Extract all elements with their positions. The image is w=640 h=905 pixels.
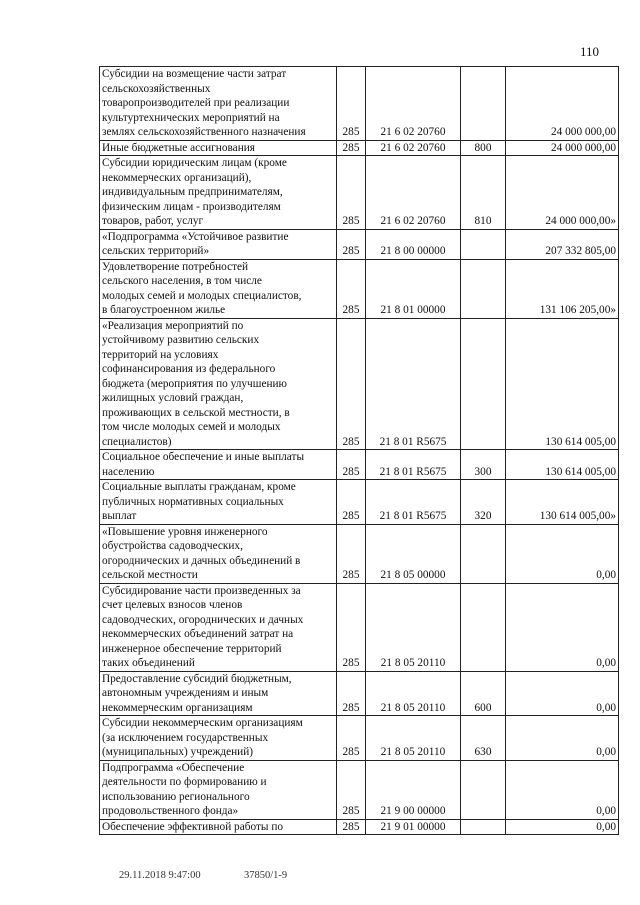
table-row bbox=[100, 716, 619, 761]
row-grbs-cell: 285 bbox=[337, 583, 366, 671]
row-amount-cell: 130 614 005,00 bbox=[506, 318, 619, 450]
row-amount-cell: 131 106 205,00» bbox=[506, 259, 619, 318]
budget-table-body bbox=[100, 67, 619, 835]
row-expense-type-cell bbox=[461, 318, 506, 450]
row-amount-cell: 0,00 bbox=[506, 819, 619, 835]
row-amount-cell: 24 000 000,00» bbox=[506, 156, 619, 230]
row-name-cell: Обеспечение эффективной работы по bbox=[100, 819, 337, 835]
row-target-article-cell: 21 8 05 00000 bbox=[366, 524, 461, 583]
row-expense-type-cell bbox=[461, 259, 506, 318]
row-amount-cell: 207 332 805,00 bbox=[506, 229, 619, 259]
row-amount-cell: 0,00 bbox=[506, 716, 619, 761]
row-target-article-cell: 21 8 01 00000 bbox=[366, 259, 461, 318]
row-expense-type-cell: 320 bbox=[461, 480, 506, 525]
row-target-article-cell: 21 6 02 20760 bbox=[366, 140, 461, 156]
row-target-article-cell: 21 9 00 00000 bbox=[366, 760, 461, 819]
table-row bbox=[100, 583, 619, 671]
footer-timestamp: 29.11.2018 9:47:00 bbox=[119, 870, 201, 881]
row-target-article-cell: 21 8 01 R5675 bbox=[366, 450, 461, 480]
row-target-article-cell: 21 9 01 00000 bbox=[366, 819, 461, 835]
row-grbs-cell: 285 bbox=[337, 480, 366, 525]
row-name-cell: «Реализация мероприятий по устойчивому развитию сельских территорий на условиях софинансирования из федерального бюджета (мероприятия по улучшению жилищных условий граждан, проживающих в сельской местности, в том числе молодых семей и молодых специалистов) bbox=[100, 318, 337, 450]
row-expense-type-cell: 630 bbox=[461, 716, 506, 761]
row-amount-cell: 0,00 bbox=[506, 760, 619, 819]
table-row bbox=[100, 67, 619, 141]
row-target-article-cell: 21 8 01 R5675 bbox=[366, 318, 461, 450]
footer-document-number: 37850/1-9 bbox=[244, 870, 288, 881]
row-name-cell: Социальные выплаты гражданам, кроме публичных нормативных социальных выплат bbox=[100, 480, 337, 525]
table-row bbox=[100, 229, 619, 259]
table-row bbox=[100, 450, 619, 480]
row-name-cell: Предоставление субсидий бюджетным, автономным учреждениям и иным некоммерческим организациям bbox=[100, 671, 337, 716]
table-row bbox=[100, 524, 619, 583]
row-amount-cell: 0,00 bbox=[506, 671, 619, 716]
row-grbs-cell: 285 bbox=[337, 259, 366, 318]
row-target-article-cell: 21 6 02 20760 bbox=[366, 156, 461, 230]
row-grbs-cell: 285 bbox=[337, 760, 366, 819]
row-grbs-cell: 285 bbox=[337, 67, 366, 141]
row-name-cell: Иные бюджетные ассигнования bbox=[100, 140, 337, 156]
table-row bbox=[100, 318, 619, 450]
budget-table bbox=[99, 66, 619, 835]
row-name-cell: «Повышение уровня инженерного обустройства садоводческих, огороднических и дачных объединений в сельской местности bbox=[100, 524, 337, 583]
table-row bbox=[100, 259, 619, 318]
table-row bbox=[100, 760, 619, 819]
table-row bbox=[100, 480, 619, 525]
row-amount-cell: 130 614 005,00» bbox=[506, 480, 619, 525]
row-grbs-cell: 285 bbox=[337, 716, 366, 761]
row-grbs-cell: 285 bbox=[337, 450, 366, 480]
row-name-cell: «Подпрограмма «Устойчивое развитие сельских территорий» bbox=[100, 229, 337, 259]
row-grbs-cell: 285 bbox=[337, 524, 366, 583]
table-row bbox=[100, 819, 619, 835]
row-expense-type-cell bbox=[461, 229, 506, 259]
row-name-cell: Субсидии на возмещение части затрат сельскохозяйственных товаропроизводителей при реализации культуртехнических мероприятий на землях сельскохозяйственного назначения bbox=[100, 67, 337, 141]
row-expense-type-cell bbox=[461, 819, 506, 835]
row-expense-type-cell: 600 bbox=[461, 671, 506, 716]
row-name-cell: Подпрограмма «Обеспечение деятельности по формированию и использованию регионального продовольственного фонда» bbox=[100, 760, 337, 819]
row-amount-cell: 130 614 005,00 bbox=[506, 450, 619, 480]
row-grbs-cell: 285 bbox=[337, 318, 366, 450]
row-amount-cell: 24 000 000,00 bbox=[506, 67, 619, 141]
row-expense-type-cell bbox=[461, 760, 506, 819]
row-name-cell: Субсидии некоммерческим организациям (за исключением государственных (муниципальных) учреждений) bbox=[100, 716, 337, 761]
row-expense-type-cell bbox=[461, 583, 506, 671]
row-expense-type-cell: 300 bbox=[461, 450, 506, 480]
row-target-article-cell: 21 6 02 20760 bbox=[366, 67, 461, 141]
row-name-cell: Субсидирование части произведенных за счет целевых взносов членов садоводческих, огороднических и дачных некоммерческих объединений затрат на инженерное обеспечение территорий таких объединений bbox=[100, 583, 337, 671]
row-grbs-cell: 285 bbox=[337, 229, 366, 259]
table-row bbox=[100, 156, 619, 230]
row-amount-cell: 0,00 bbox=[506, 524, 619, 583]
table-row bbox=[100, 671, 619, 716]
row-grbs-cell: 285 bbox=[337, 671, 366, 716]
row-name-cell: Социальное обеспечение и иные выплаты населению bbox=[100, 450, 337, 480]
table-row bbox=[100, 140, 619, 156]
page-number: 110 bbox=[580, 44, 600, 59]
row-expense-type-cell bbox=[461, 524, 506, 583]
row-name-cell: Удовлетворение потребностей сельского населения, в том числе молодых семей и молодых специалистов, в благоустроенном жилье bbox=[100, 259, 337, 318]
row-amount-cell: 0,00 bbox=[506, 583, 619, 671]
row-expense-type-cell bbox=[461, 67, 506, 141]
row-target-article-cell: 21 8 05 20110 bbox=[366, 716, 461, 761]
row-grbs-cell: 285 bbox=[337, 140, 366, 156]
row-target-article-cell: 21 8 01 R5675 bbox=[366, 480, 461, 525]
row-target-article-cell: 21 8 05 20110 bbox=[366, 671, 461, 716]
row-target-article-cell: 21 8 05 20110 bbox=[366, 583, 461, 671]
row-grbs-cell: 285 bbox=[337, 819, 366, 835]
row-expense-type-cell: 810 bbox=[461, 156, 506, 230]
row-grbs-cell: 285 bbox=[337, 156, 366, 230]
row-expense-type-cell: 800 bbox=[461, 140, 506, 156]
row-amount-cell: 24 000 000,00 bbox=[506, 140, 619, 156]
row-name-cell: Субсидии юридическим лицам (кроме некоммерческих организаций), индивидуальным предпринимателям, физическим лицам - производителям товаров, работ, услуг bbox=[100, 156, 337, 230]
row-target-article-cell: 21 8 00 00000 bbox=[366, 229, 461, 259]
